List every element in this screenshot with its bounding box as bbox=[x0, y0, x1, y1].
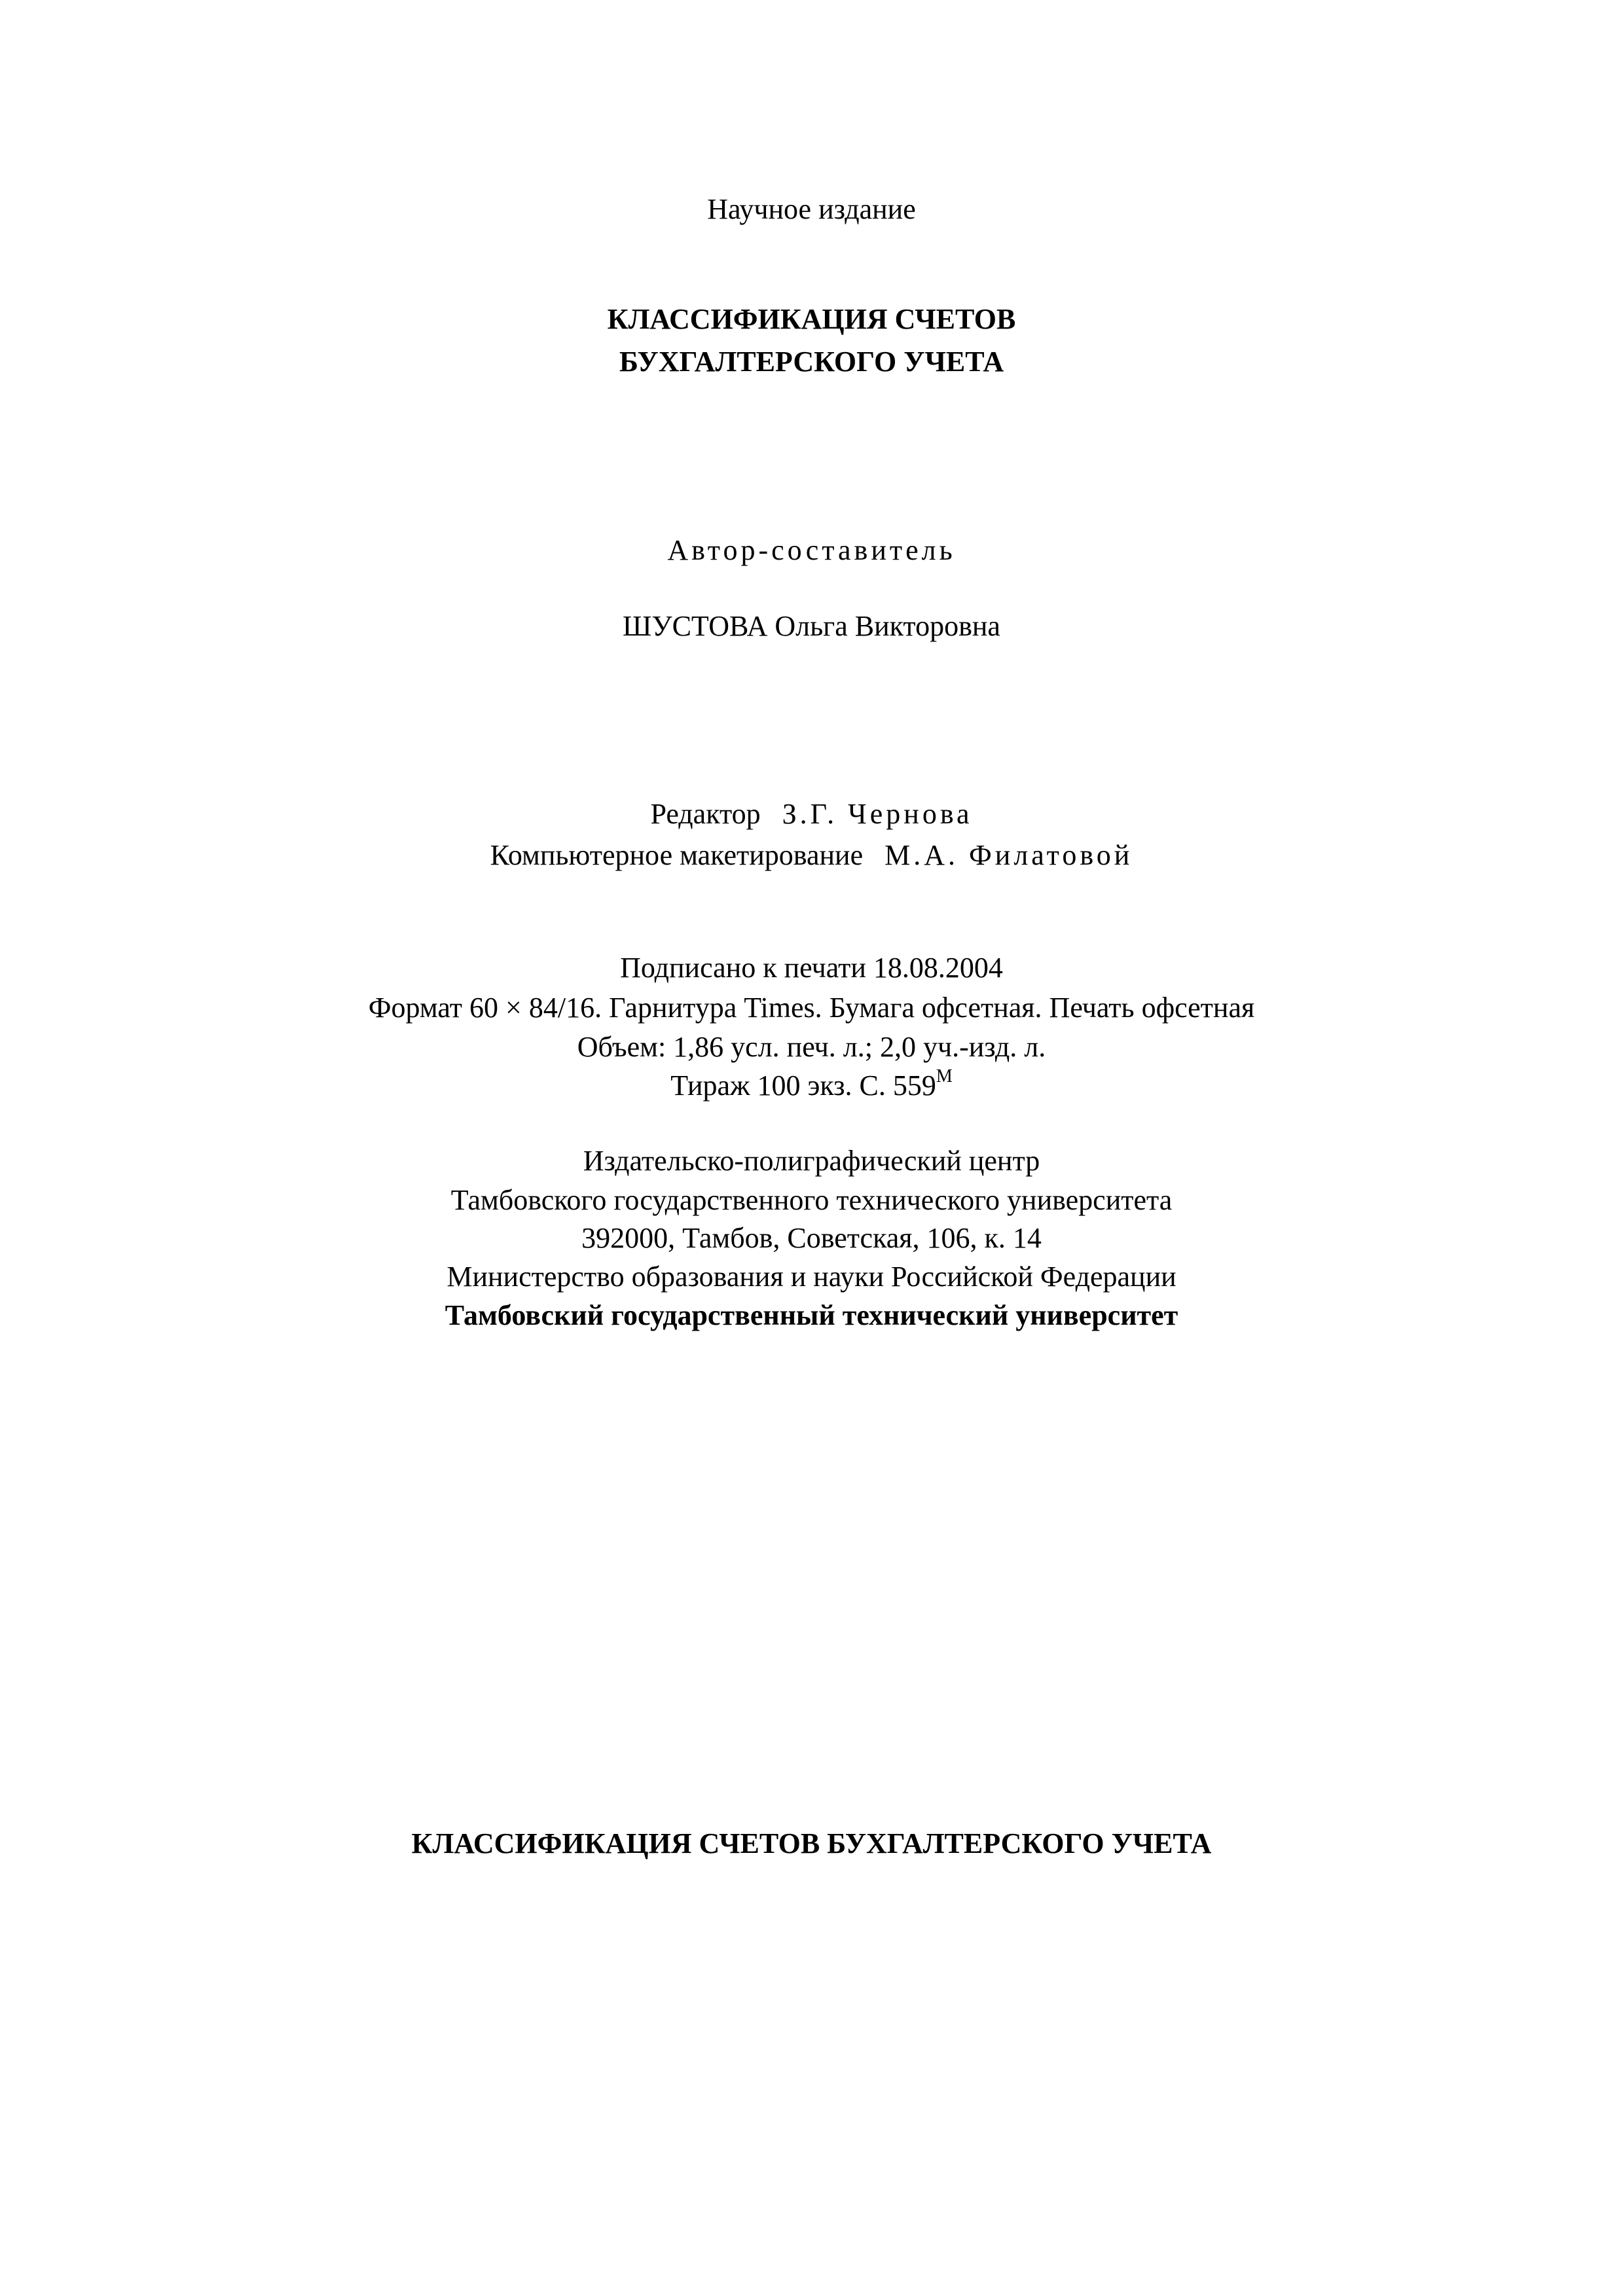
editor-line bbox=[0, 800, 1623, 829]
publisher-university: Тамбовский государственный технический университет bbox=[445, 1299, 1178, 1331]
editor-name: З.Г. Чернова bbox=[782, 798, 973, 830]
publisher-university-genitive: Тамбовского государственного технического университета bbox=[450, 1184, 1173, 1216]
layout-name: М.А. Филатовой bbox=[884, 839, 1133, 871]
publisher-ministry: Министерство образования и науки Российской Федерации bbox=[447, 1261, 1176, 1293]
publisher-address: 392000, Тамбов, Советская, 106, к. 14 bbox=[581, 1222, 1042, 1254]
format-line: Формат 60 × 84/16. Гарнитура Times. Бумага офсетная. Печать офсетная bbox=[368, 992, 1255, 1024]
edition-type: Научное издание bbox=[707, 193, 916, 225]
layout-line bbox=[0, 841, 1623, 870]
title-line-1: КЛАССИФИКАЦИЯ СЧЕТОВ bbox=[607, 303, 1016, 335]
print-run: Тираж 100 экз. С. 559 bbox=[670, 1069, 936, 1102]
publisher-center: Издательско-полиграфический центр bbox=[583, 1145, 1040, 1177]
editor-label: Редактор bbox=[650, 798, 761, 830]
print-run-line bbox=[0, 1066, 1623, 1102]
author-name: ШУСТОВА Ольга Викторовна bbox=[623, 610, 1000, 642]
author-role: Автор-составитель bbox=[667, 534, 956, 566]
signed-date: Подписано к печати 18.08.2004 bbox=[620, 952, 1003, 984]
print-run-mark: М bbox=[936, 1066, 953, 1086]
volume-line: Объем: 1,86 усл. печ. л.; 2,0 уч.-изд. л. bbox=[577, 1031, 1046, 1063]
footer-title: КЛАССИФИКАЦИЯ СЧЕТОВ БУХГАЛТЕРСКОГО УЧЕТА bbox=[411, 1827, 1212, 1859]
title-line-2: БУХГАЛТЕРСКОГО УЧЕТА bbox=[619, 346, 1004, 378]
layout-label: Компьютерное макетирование bbox=[490, 839, 864, 871]
